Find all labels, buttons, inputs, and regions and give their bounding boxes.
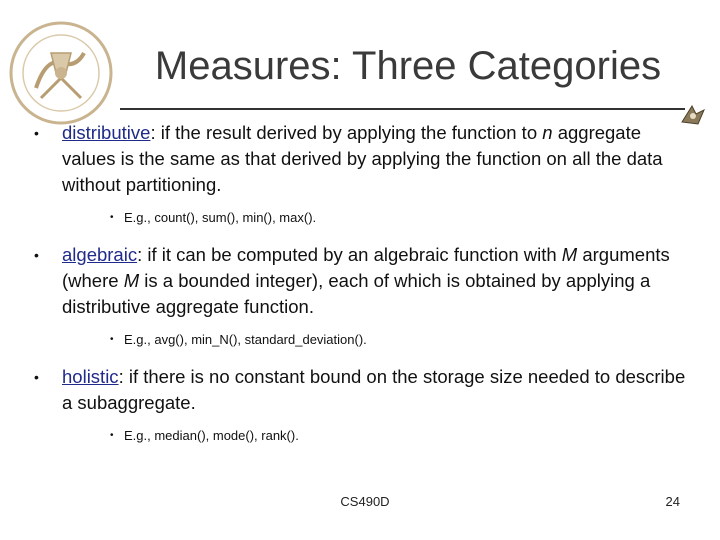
term-distributive[interactable]: distributive	[62, 122, 151, 143]
bullet-glyph: •	[110, 430, 114, 441]
bullet-text: : if the result derived by applying the function to	[150, 122, 543, 143]
bullet-text: arguments (where	[62, 244, 670, 291]
sub-bullet-distributive	[28, 208, 698, 228]
sub-bullet-text: E.g., median(), mode(), rank().	[124, 428, 299, 443]
bullet-glyph: •	[110, 212, 114, 223]
slide-title: Measures: Three Categories	[154, 44, 662, 88]
sub-bullet-text: E.g., count(), sum(), min(), max().	[124, 210, 317, 225]
bullet-emphasis: M	[561, 244, 578, 265]
university-seal-icon	[6, 18, 116, 128]
sub-bullet-algebraic	[28, 330, 698, 350]
bullet-emphasis: M	[123, 270, 140, 291]
bullet-distributive	[28, 120, 698, 198]
bullet-emphasis: n	[542, 122, 553, 143]
term-holistic[interactable]: holistic	[62, 366, 119, 387]
bullet-text: : if it can be computed by an algebraic function with	[137, 244, 562, 265]
footer-course: CS490D	[340, 494, 390, 509]
bullet-text: is a bounded integer), each of which is obtained by applying a distributive aggregate function.	[62, 270, 651, 317]
bullet-text: : if there is no constant bound on the storage size needed to describe a subaggregate.	[62, 366, 686, 413]
term-algebraic[interactable]: algebraic	[62, 244, 138, 265]
title-divider	[120, 108, 685, 110]
bullet-algebraic	[28, 242, 698, 320]
bullet-glyph: •	[110, 334, 114, 345]
bullet-glyph: •	[34, 247, 39, 263]
bullet-glyph: •	[34, 125, 39, 141]
sub-bullet-text: E.g., avg(), min_N(), standard_deviation().	[124, 332, 367, 347]
bullet-list	[28, 120, 698, 460]
bullet-holistic	[28, 364, 698, 416]
sub-bullet-holistic	[28, 426, 698, 446]
bullet-text: aggregate values is the same as that derived by applying the function on all the data without partitioning.	[62, 122, 663, 195]
bullet-glyph: •	[34, 369, 39, 385]
page-number: 24	[665, 494, 680, 509]
